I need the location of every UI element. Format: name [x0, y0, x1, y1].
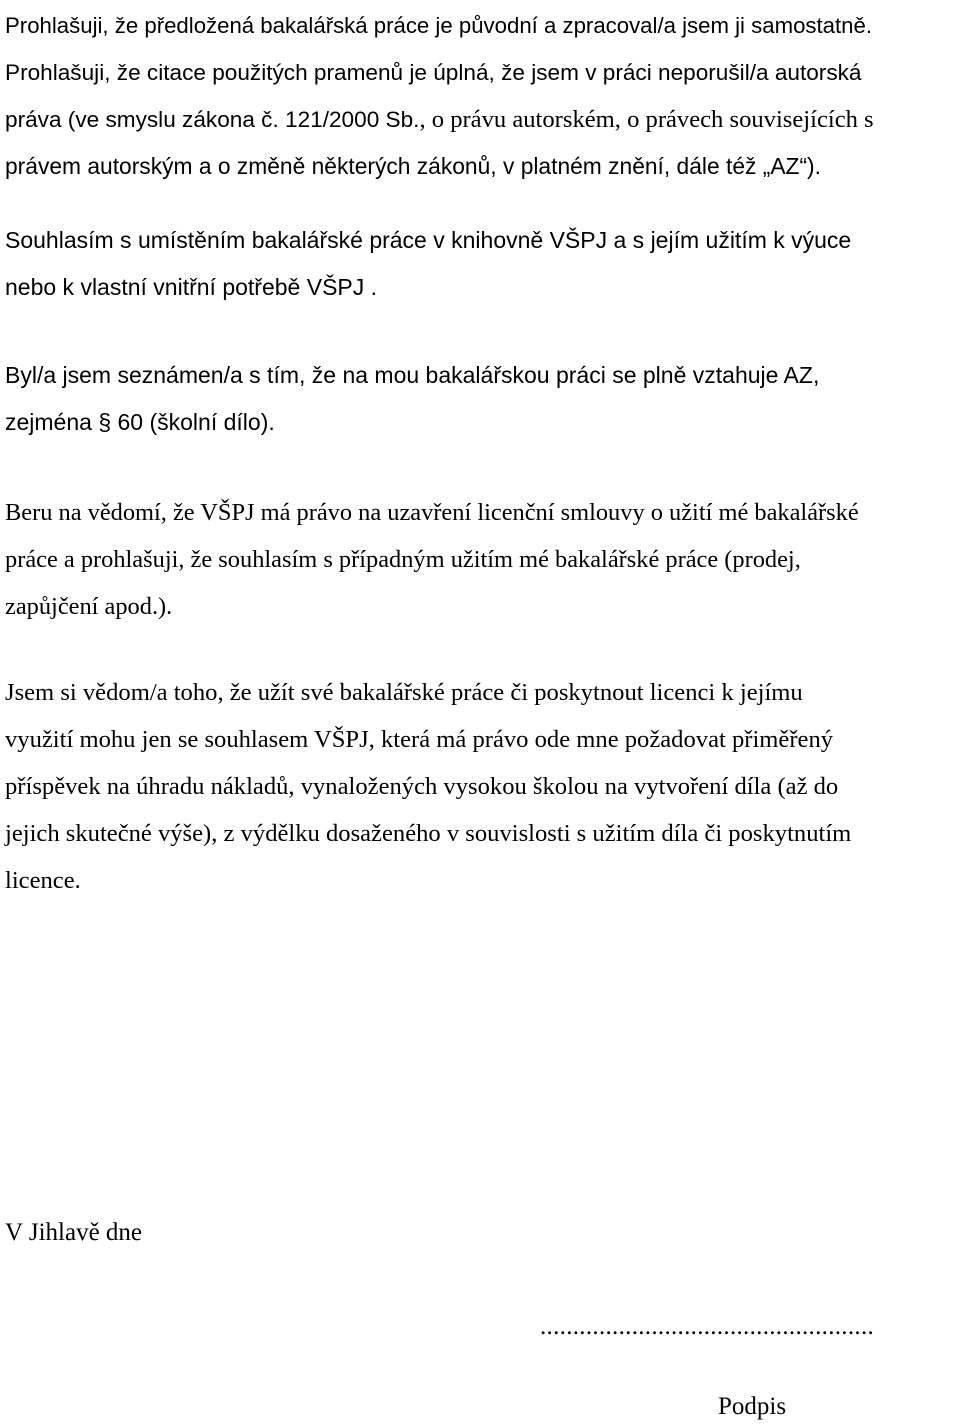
- paragraph-line-mixed: práva (ve smyslu zákona č. 121/2000 Sb., o právu autorském, o právech souvisejících s: [5, 106, 874, 133]
- paragraph-line: licence.: [5, 867, 81, 894]
- paragraph-line: práce a prohlašuji, že souhlasím s případným užitím mé bakalářské práce (prodej,: [5, 546, 801, 573]
- paragraph-line: Prohlašuji, že předložená bakalářská práce je původní a zpracoval/a jsem ji samostatně.: [5, 13, 873, 38]
- paragraph-library-consent: [5, 217, 851, 311]
- paragraph-line: Souhlasím s umístěním bakalářské práce v knihovně VŠPJ a s jejím užitím k výuce: [5, 227, 852, 253]
- paragraph-line: zejména § 60 (školní dílo).: [5, 409, 275, 435]
- paragraph-line: Prohlašuji, že citace použitých pramenů je úplná, že jsem v práci neporušil/a autorská: [5, 60, 862, 85]
- paragraph-line: právem autorským a o změně některých zákonů, v platném znění, dále též „AZ“).: [5, 153, 821, 179]
- paragraph-line: příspěvek na úhradu nákladů, vynaložených vysokou školou na vytvoření díla (až do: [5, 773, 839, 800]
- signature-label: Podpis: [718, 1393, 787, 1420]
- paragraph-license-agreement: [5, 489, 859, 630]
- paragraph-copyright-act: [5, 352, 819, 446]
- paragraph-line: Byl/a jsem seznámen/a s tím, že na mou bakalářskou práci se plně vztahuje AZ,: [5, 362, 820, 388]
- paragraph-line: Beru na vědomí, že VŠPJ má právo na uzavření licenční smlouvy o užití mé bakalářské: [5, 499, 859, 526]
- paragraph-line: nebo k vlastní vnitřní potřebě VŠPJ .: [5, 274, 378, 300]
- signature-line: ...................................................: [540, 1313, 875, 1340]
- place-date-label: V Jihlavě dne: [5, 1219, 143, 1246]
- paragraph-usage-conditions: [5, 669, 851, 904]
- paragraph-declaration-originality: [5, 2, 874, 190]
- paragraph-line: Jsem si vědom/a toho, že užít své bakalářské práce či poskytnout licenci k jejímu: [5, 679, 803, 706]
- paragraph-line: jejich skutečné výše), z výdělku dosaženého v souvislosti s užitím díla či poskytnutím: [5, 820, 852, 847]
- paragraph-line: využití mohu jen se souhlasem VŠPJ, která má právo ode mne požadovat přiměřený: [5, 726, 834, 753]
- paragraph-line: zapůjčení apod.).: [5, 593, 173, 620]
